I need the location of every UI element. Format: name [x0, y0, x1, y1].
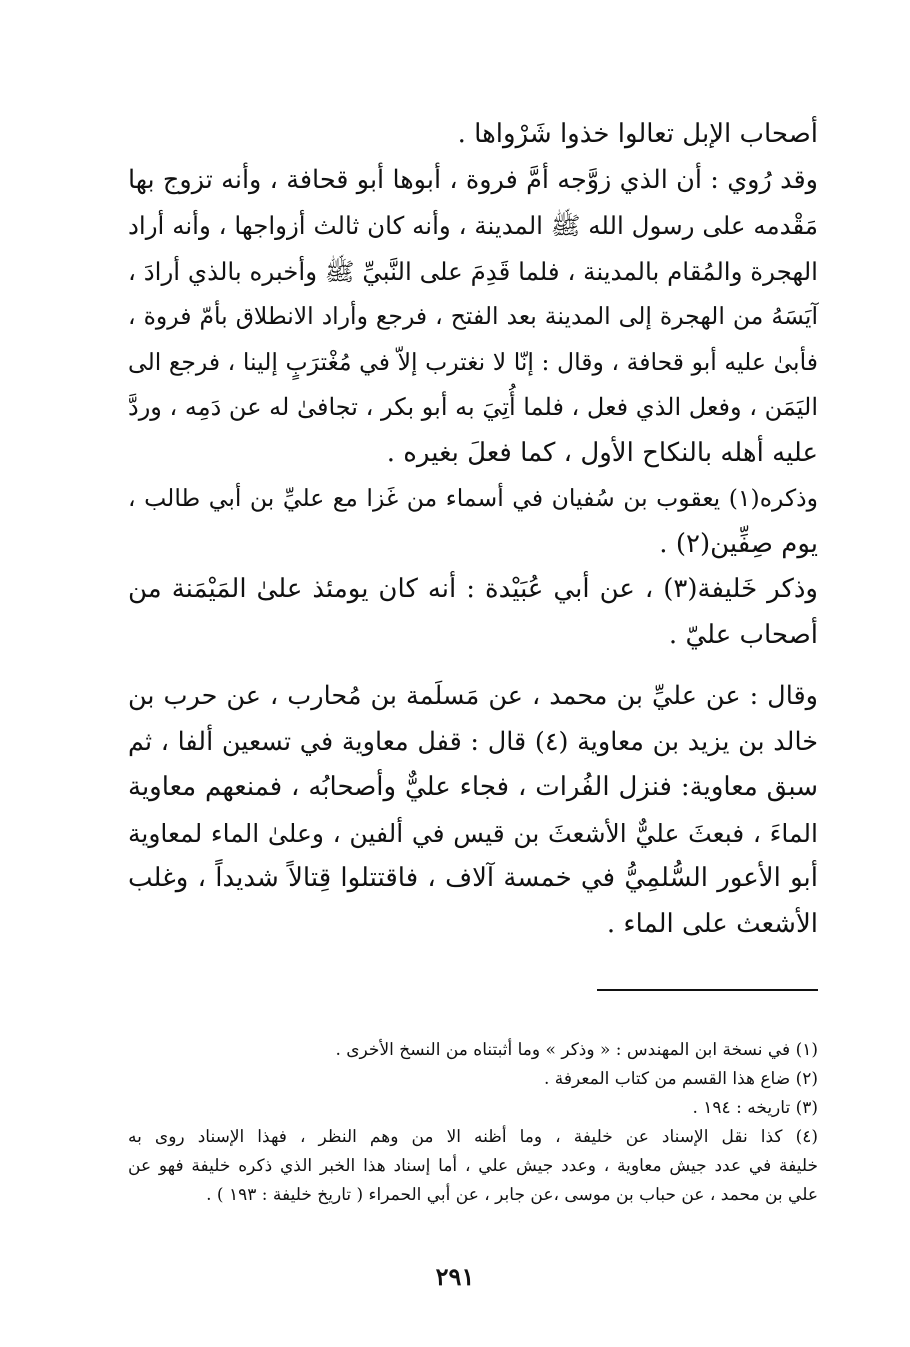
text-line: عليه أهله بالنكاح الأول ، كما فعلَ بغيره . [386, 437, 818, 468]
footnote: (٤) كذا نقل الإسناد عن خليفة ، وما أظنه الا من وهم النظر ، فهذا الإسناد روى به [128, 1127, 818, 1147]
text-line: أصحاب عليّ . [668, 619, 818, 650]
text-line: وقد رُوي : أن الذي زوَّجه أمَّ فروة ، أبوها أبو قحافة ، وأنه تزوج بها [128, 164, 818, 195]
text-line: سبق معاوية: فنزل الفُرات ، فجاء عليٌّ وأصحابُه ، فمنعهم معاوية [128, 772, 818, 802]
footnote-continuation: خليفة في عدد جيش معاوية ، وعدد جيش علي ، أما إسناد هذا الخبر الذي ذكره خليفة فهو عن [128, 1156, 818, 1176]
footnote: (٢) ضاع هذا القسم من كتاب المعرفة . [543, 1069, 818, 1089]
text-line: آيَسَهُ من الهجرة إلى المدينة بعد الفتح ، فرجع وأراد الانطلاق بأمّ فروة ، [128, 302, 818, 330]
main-text [128, 112, 818, 947]
text-line: أصحاب الإبل تعالوا خذوا شَرْواها . [457, 119, 818, 149]
text-line: وذكر خَليفة(٣) ، عن أبي عُبَيْدة : أنه كان يومئذ علىٰ المَيْمَنة من [128, 574, 818, 604]
text-line: اليَمَن ، وفعل الذي فعل ، فلما أُتِيَ به أبو بكر ، تجافىٰ له عن دَمِه ، وردَّ [128, 393, 818, 421]
text-line: الماءَ ، فبعثَ عليٌّ الأشعثَ بن قيس في ألفين ، وعلىٰ الماء لمعاوية [128, 818, 818, 848]
page-number: ٢٩١ [435, 1262, 475, 1291]
text-line: أبو الأعور السُّلمِيُّ في خمسة آلاف ، فاقتتلوا قِتالاً شديداً ، وغلب [128, 863, 818, 893]
text-line: يوم صِفِّين(٢) . [659, 528, 818, 559]
text-line: فأبىٰ عليه أبو قحافة ، وقال : إنّا لا نغترب إلاّ في مُغْترَبٍ إلينا ، فرجع الى [128, 347, 818, 376]
text-line: الهجرة والمُقام بالمدينة ، فلما قَدِمَ على النَّبيِّ ﷺ وأخبره بالذي أرادَ ، [128, 256, 818, 286]
footnote-divider [597, 989, 818, 991]
text-line: وذكره(١) يعقوب بن سُفيان في أسماء من غَزا مع عليِّ بن أبي طالب ، [128, 484, 818, 512]
text-line: خالد بن يزيد بن معاوية (٤) قال : قفل معاوية في تسعين ألفا ، ثم [128, 726, 818, 757]
text-line: الأشعث على الماء . [606, 908, 818, 939]
footnote: (٣) تاريخه : ١٩٤ . [692, 1098, 818, 1118]
paragraph-gap [128, 658, 818, 674]
footnotes [128, 1036, 818, 1210]
text-line: وقال : عن عليِّ بن محمد ، عن مَسلَمة بن مُحارب ، عن حرب بن [128, 681, 818, 711]
footnote-continuation: علي بن محمد ، عن حباب بن موسى ،عن جابر ، عن أبي الحمراء ( تاريخ خليفة : ١٩٣ ) . [206, 1185, 818, 1205]
text-line: مَقْدمه على رسول الله ﷺ المدينة ، وأنه كان ثالث أزواجها ، وأنه أراد [128, 211, 818, 240]
footnote: (١) في نسخة ابن المهندس : « وذكر » وما أثبتناه من النسخ الأخرى . [335, 1040, 818, 1060]
